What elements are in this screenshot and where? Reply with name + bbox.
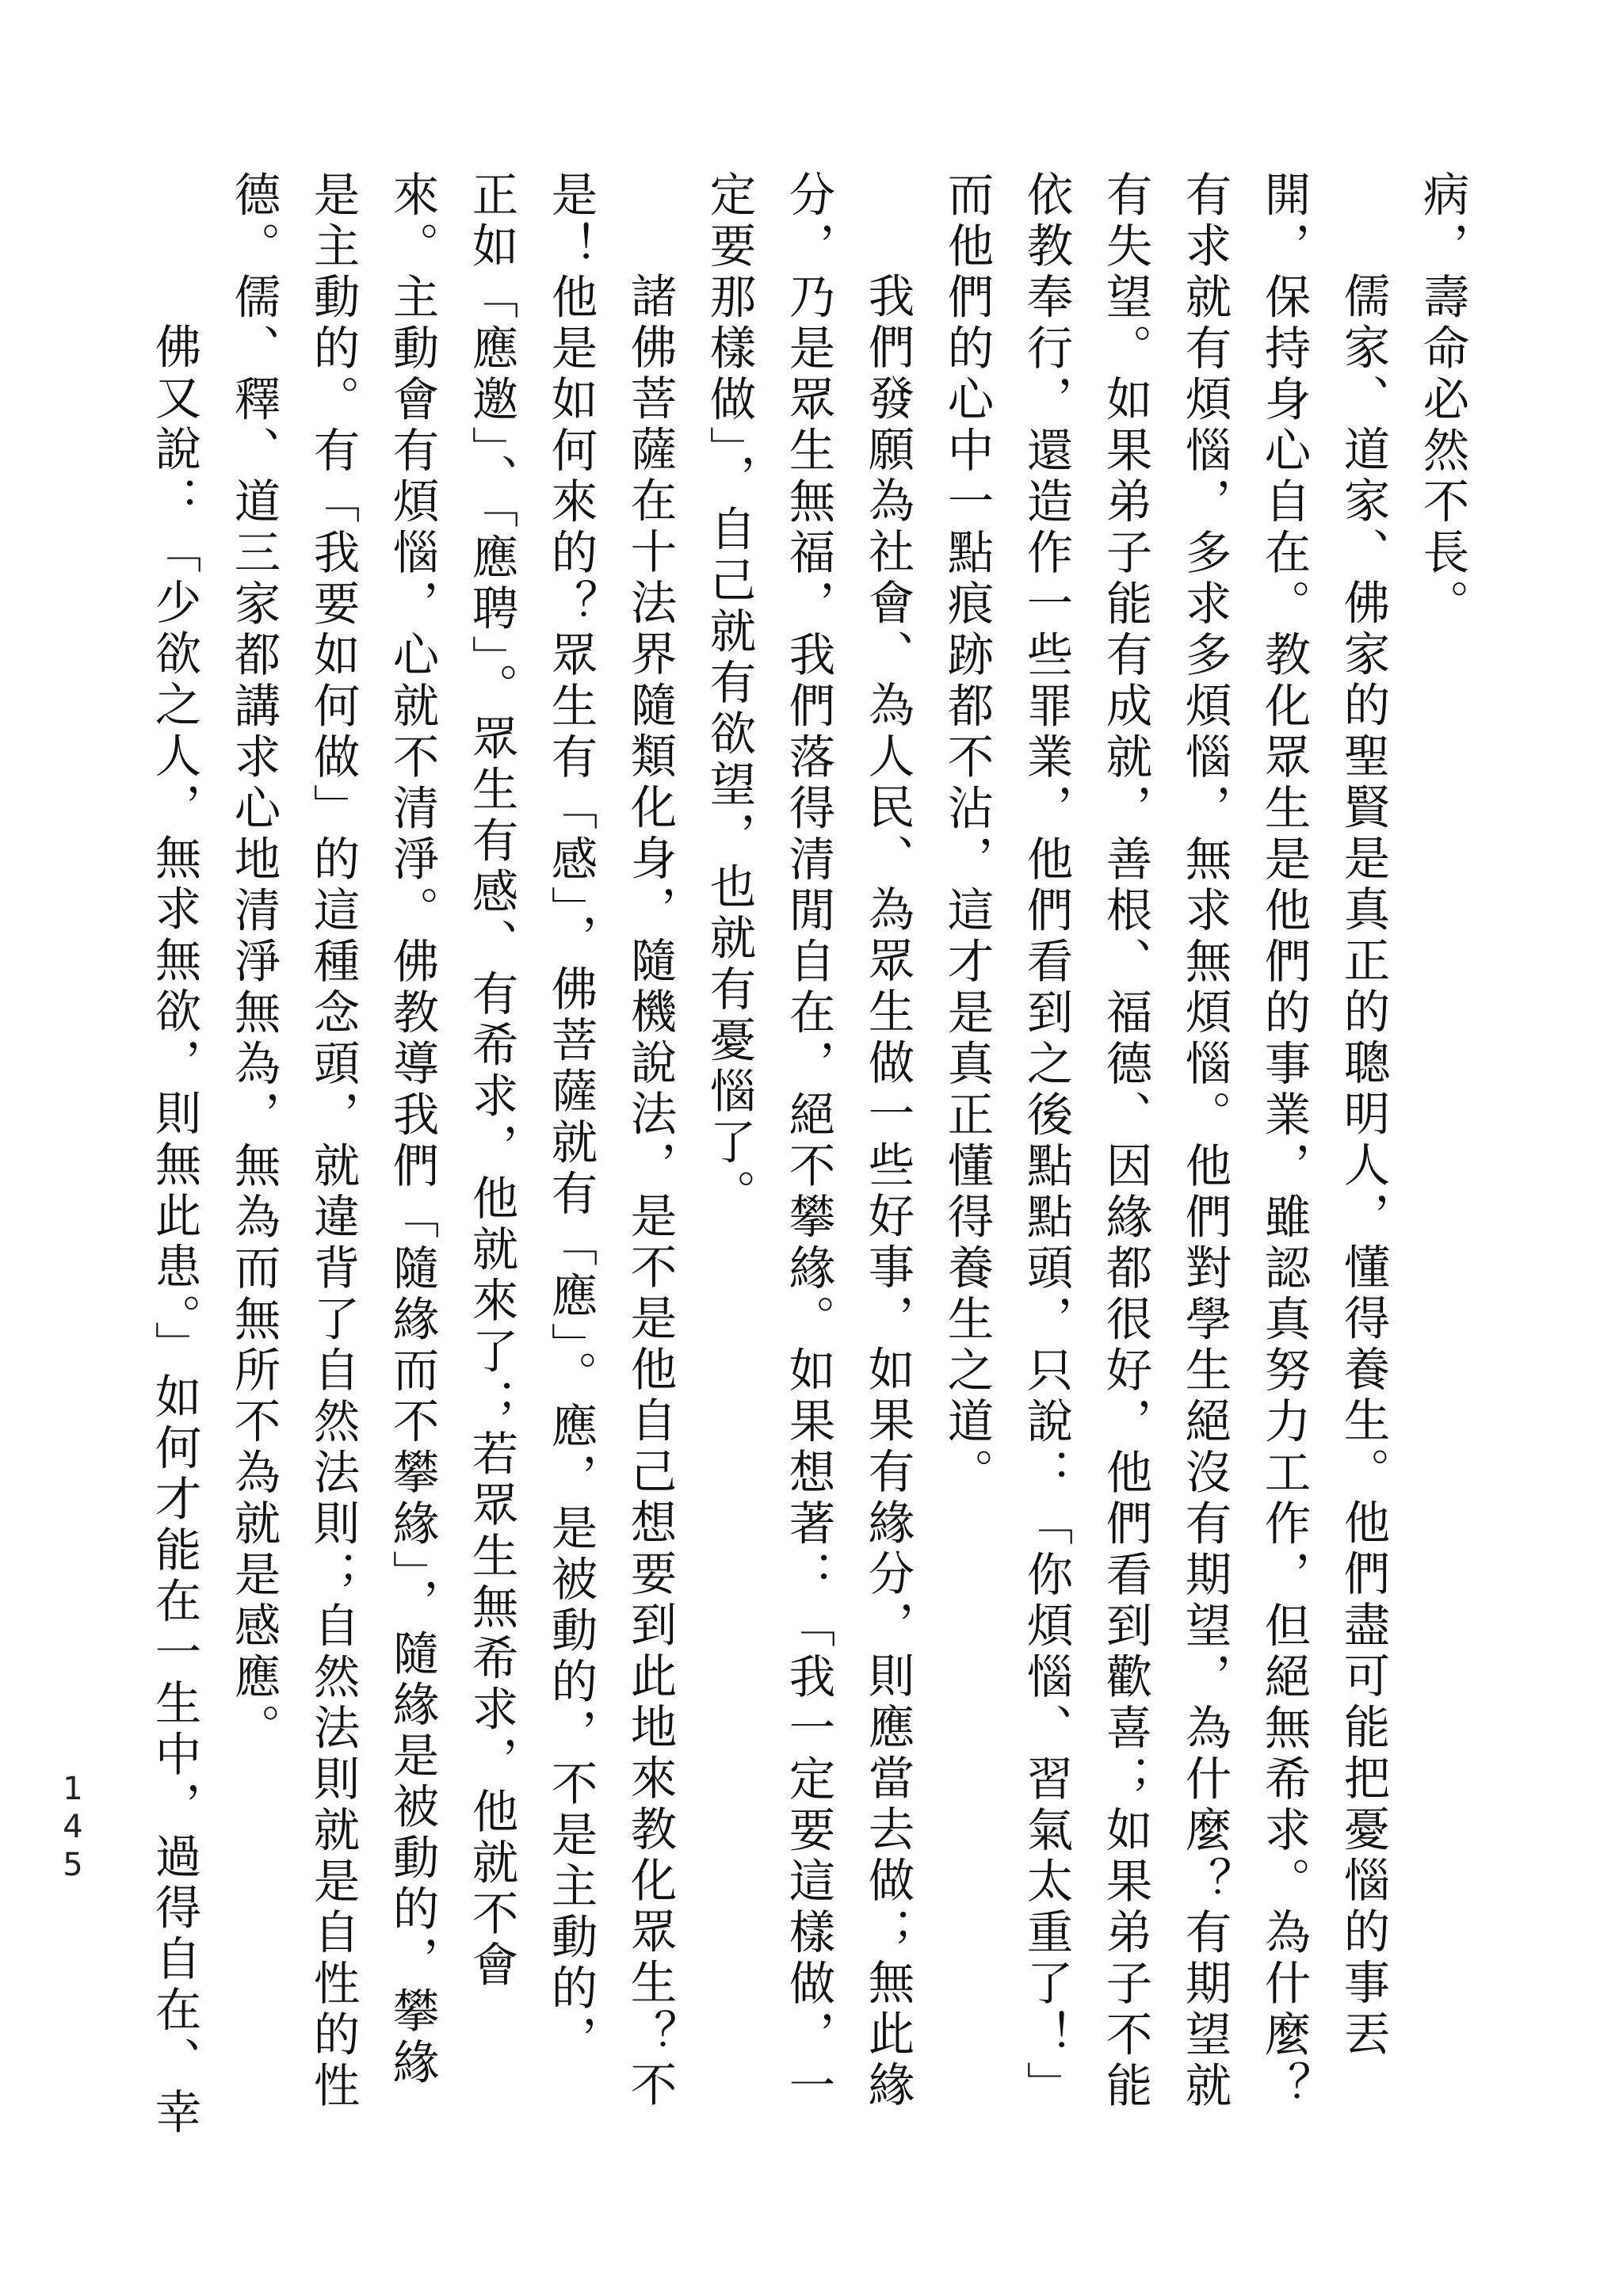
text-column: 來。主動會有煩惱，心就不清淨。佛教導我們「隨緣而不攀緣」，隨緣是被動的，攀緣 xyxy=(385,170,439,2089)
text-column: 正如「應邀」、「應聘」。眾生有感、有希求，他就來了；若眾生無希求，他就不會 xyxy=(464,170,518,1992)
text-column: 依教奉行，還造作一些罪業，他們看到之後點點頭，只說：「你煩惱、習氣太重了！」 xyxy=(1019,170,1073,2112)
text-column: 儒家、道家、佛家的聖賢是真正的聰明人，懂得養生。他們盡可能把憂惱的事丟 xyxy=(1336,272,1390,2061)
text-column: 德。儒、釋、道三家都講求心地清淨無為，無為而無所不為就是感應。 xyxy=(227,170,281,1755)
text-column: 佛又說：「少欲之人，無求無欲，則無此患。」如何才能在一生中，過得自在、幸 xyxy=(147,322,201,2139)
text-column: 分，乃是眾生無福，我們落得清閒自在，絕不攀緣。如果想著：「我一定要這樣做，一 xyxy=(781,170,835,2112)
page-number: 145 xyxy=(55,1771,91,1885)
text-column: 是主動的。有「我要如何做」的這種念頭，就違背了自然法則；自然法則就是自性的性 xyxy=(306,170,360,2112)
text-column: 病，壽命必然不長。 xyxy=(1415,170,1469,631)
text-column: 開，保持身心自在。教化眾生是他們的事業，雖認真努力工作，但絕無希求。為什麼？ xyxy=(1257,170,1311,2112)
text-column: 我們發願為社會、為人民、為眾生做一些好事，如果有緣分，則應當去做；無此緣 xyxy=(861,272,915,2111)
text-column: 是！他是如何來的？眾生有「感」，佛菩薩就有「應」。應，是被動的，不是主動的， xyxy=(544,170,598,2066)
text-column: 諸佛菩薩在十法界隨類化身，隨機說法，是不是他自己想要到此地來教化眾生？不 xyxy=(623,272,677,2111)
text-column: 而他們的心中一點痕跡都不沾，這才是真正懂得養生之道。 xyxy=(940,170,994,1499)
text-column: 定要那樣做」，自己就有欲望，也就有憂惱了。 xyxy=(702,170,756,1221)
text-column: 有失望。如果弟子能有成就，善根、福德、因緣都很好，他們看到歡喜；如果弟子不能 xyxy=(1098,170,1152,2112)
text-column: 有求就有煩惱，多求多煩惱，無求無煩惱。他們對學生絕沒有期望，為什麼？有期望就 xyxy=(1178,170,1232,2112)
